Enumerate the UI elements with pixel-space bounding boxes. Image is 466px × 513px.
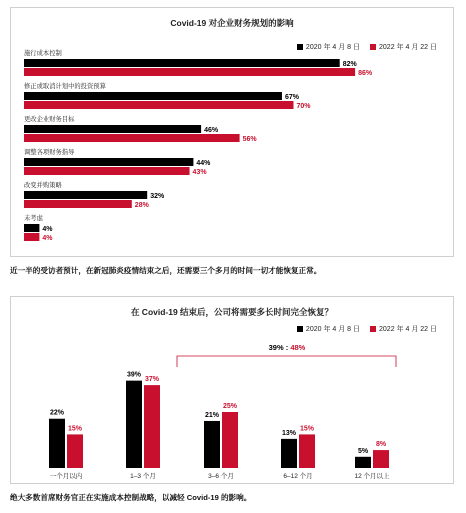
annotation-separator: :: [283, 343, 291, 352]
chart2-bar: [144, 385, 160, 468]
chart1-value-label: 32%: [150, 192, 165, 200]
chart2-value-label: 25%: [222, 403, 238, 410]
chart2-value-label: 8%: [375, 441, 387, 449]
chart1-bar: [24, 224, 39, 232]
chart1-value-label: 44%: [196, 159, 211, 167]
chart1-category-label: 施行成本控制: [24, 50, 62, 57]
annotation-value-2: 48%: [290, 343, 306, 352]
chart2-legend-label-1: 2020 年 4 月 8 日: [305, 326, 361, 333]
chart1-legend-label-2: 2022 年 4 月 22 日: [379, 44, 437, 51]
chart1-value-label: 70%: [296, 102, 311, 110]
chart1-value-label: 46%: [204, 126, 219, 134]
chart1-bar: [24, 134, 240, 142]
chart2-bar: [299, 434, 315, 468]
annotation-bracket-line: [177, 356, 396, 367]
chart1-category-label: 未考虑: [24, 215, 43, 222]
chart2-bar: [222, 412, 238, 468]
chart2-category-label: 6–12 个月: [283, 473, 313, 480]
chart1-bar: [24, 59, 340, 67]
chart2-bar: [49, 419, 65, 468]
chart1-bar: [24, 191, 147, 199]
chart1-bar: [24, 125, 201, 133]
chart2-value-label: 13%: [281, 429, 297, 437]
chart1-value-label: 43%: [192, 168, 207, 176]
chart1-value-label: 82%: [342, 60, 357, 68]
chart1-category-label: 修正或取消计划中的投资预算: [24, 83, 106, 90]
chart1-value-label: 86%: [358, 69, 373, 77]
caption-1: 近一半的受访者预计，在新冠肺炎疫情结束之后，还需要三个多月的时间一切才能恢复正常。: [10, 266, 322, 275]
chart2-bar: [126, 381, 142, 468]
chart1-value-label: 28%: [134, 201, 149, 209]
chart1-value-label: 4%: [42, 234, 53, 242]
chart1-bar: [24, 101, 294, 109]
chart2-bar: [281, 439, 297, 468]
chart2-value-label: 39%: [126, 371, 142, 379]
chart1-bar: [24, 92, 282, 100]
chart2-category-label: 3–6 个月: [208, 473, 234, 480]
chart1-title: Covid-19 对企业财务规划的影响: [170, 18, 294, 28]
caption-2: 绝大多数首席财务官正在实施成本控制战略，以减轻 Covid-19 的影响。: [10, 493, 252, 502]
chart-panel-financial-planning: [10, 7, 454, 257]
chart1-bar: [24, 233, 39, 241]
chart1-bar: [24, 167, 190, 175]
chart1-value-label: 4%: [42, 225, 53, 233]
chart2-value-label: 5%: [357, 447, 369, 455]
chart2-value-label: 37%: [144, 376, 160, 384]
chart1-bar: [24, 200, 132, 208]
chart1-bar: [24, 68, 355, 76]
chart1-category-label: 调整各项财务指导: [24, 149, 75, 156]
annotation-text: [269, 343, 306, 352]
chart1-value-label: 56%: [242, 135, 257, 143]
chart2-bar: [373, 450, 389, 468]
chart2-bar: [355, 457, 371, 468]
chart1-category-label: 改变并购策略: [24, 182, 62, 189]
chart2-title: 在 Covid-19 结束后，公司将需要多长时间完全恢复？: [130, 307, 334, 317]
chart1-value-label: 67%: [284, 93, 299, 101]
chart2-legend-label-2: 2022 年 4 月 22 日: [379, 326, 437, 333]
chart1-category-label: 更改企业财务目标: [24, 116, 75, 123]
chart-panel-recovery-time: [10, 296, 454, 484]
chart2-svg: [11, 297, 453, 483]
chart2-value-label: 21%: [204, 411, 220, 419]
chart2-bar: [204, 421, 220, 468]
chart1-bar: [24, 158, 193, 166]
chart2-value-label: 15%: [67, 425, 83, 433]
chart2-category-label: 12 个月以上: [354, 473, 390, 480]
chart1-svg: [11, 8, 453, 256]
chart2-value-label: 22%: [49, 409, 65, 417]
annotation-value-1: 39%: [268, 343, 284, 352]
chart1-legend-label-1: 2020 年 4 月 8 日: [305, 44, 361, 51]
chart2-value-label: 15%: [299, 425, 315, 433]
chart2-annotation-bracket: [177, 343, 396, 367]
chart2-bar: [67, 434, 83, 468]
chart2-category-label: 1–3 个月: [130, 473, 156, 480]
chart2-category-label: 一个月以内: [49, 473, 83, 480]
